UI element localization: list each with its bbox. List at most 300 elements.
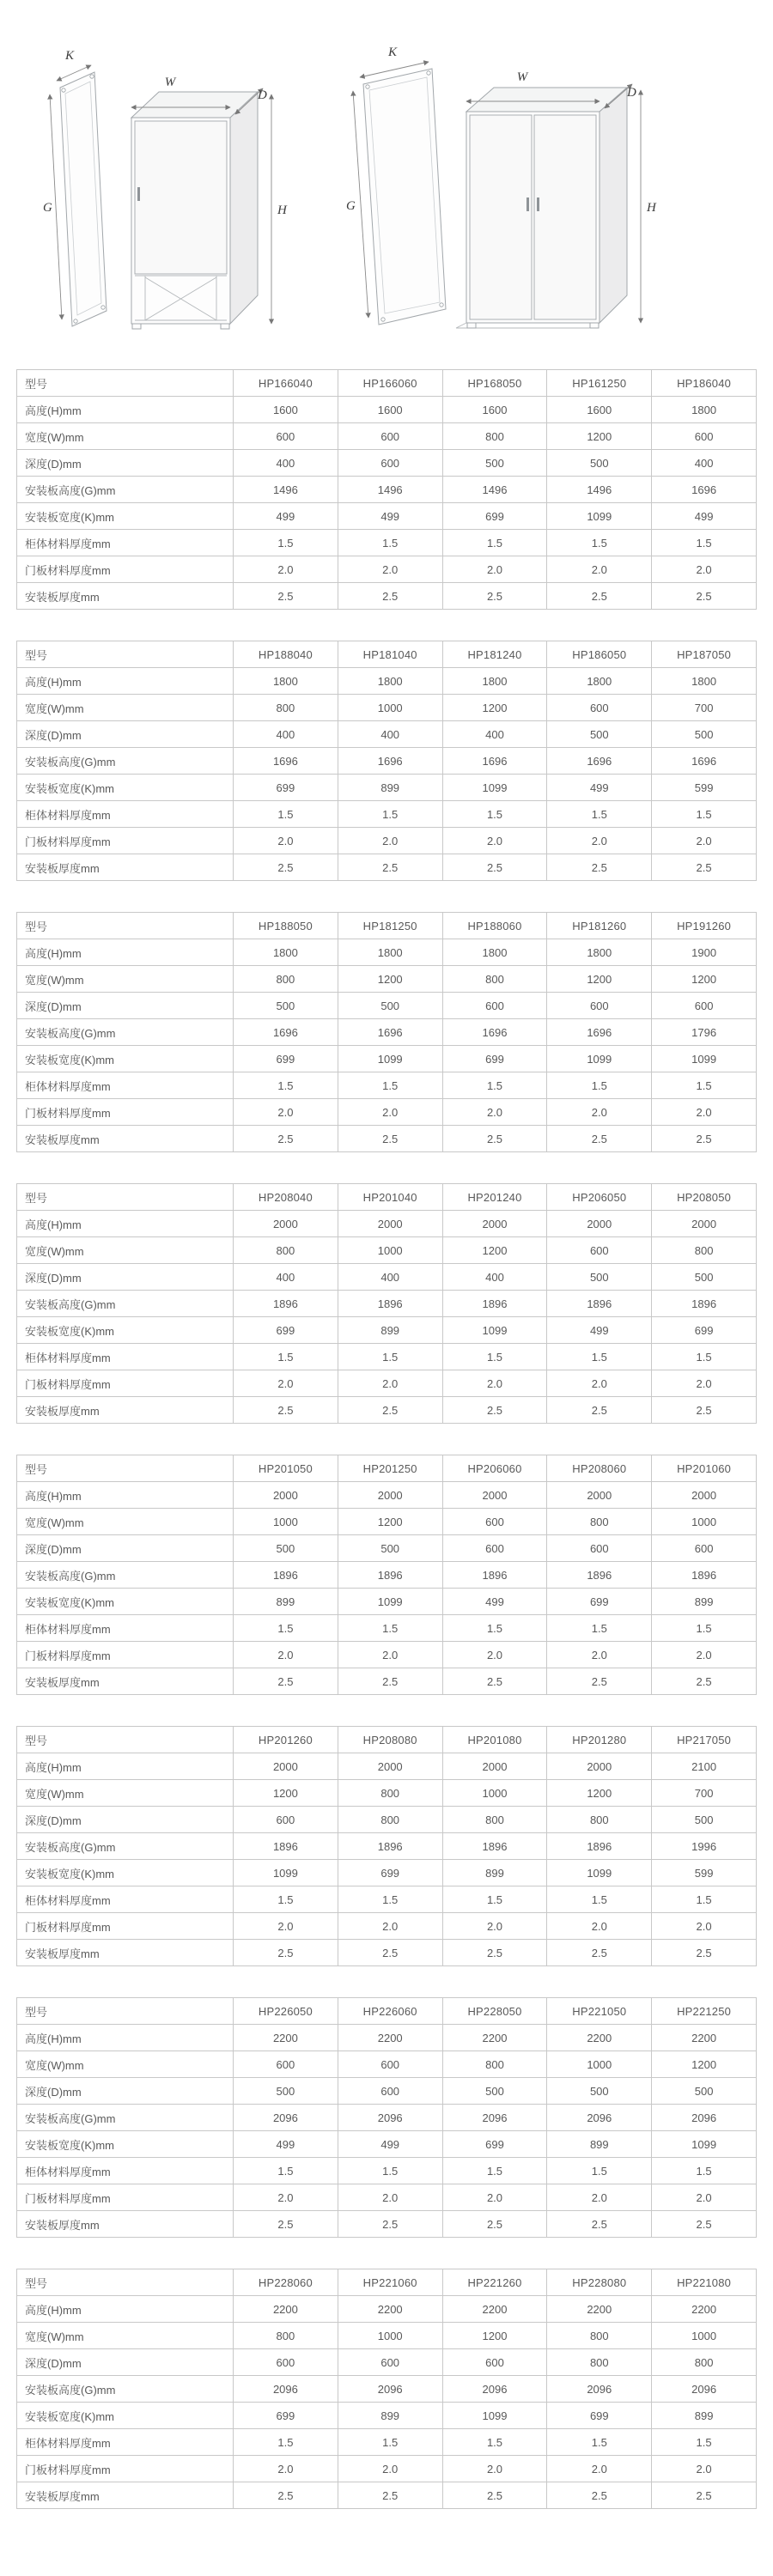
cabinet-door-left <box>470 115 532 319</box>
spec-value: 800 <box>547 1807 652 1833</box>
spec-value: 600 <box>442 1509 547 1535</box>
spec-value: 800 <box>234 1237 338 1264</box>
spec-value: 1.5 <box>652 2158 757 2184</box>
spec-value: 1900 <box>652 939 757 966</box>
spec-value: 2.0 <box>234 1642 338 1668</box>
spec-value: 600 <box>338 450 442 477</box>
model-header-row <box>17 1184 757 1211</box>
model-number: HP228050 <box>442 1998 547 2025</box>
row-header: 安装板厚度mm <box>17 2482 234 2509</box>
spec-value: 1896 <box>652 1562 757 1589</box>
spec-value: 499 <box>338 503 442 530</box>
model-number: HP208060 <box>547 1455 652 1482</box>
spec-row <box>17 1833 757 1860</box>
spec-row <box>17 1072 757 1099</box>
spec-value: 2.5 <box>442 1126 547 1152</box>
spec-value: 2.5 <box>652 1397 757 1424</box>
spec-value: 1099 <box>652 1046 757 1072</box>
spec-value: 599 <box>652 1860 757 1886</box>
spec-value: 1.5 <box>442 2429 547 2456</box>
dim-label-g: G <box>346 199 356 213</box>
spec-value: 2000 <box>652 1211 757 1237</box>
spec-value: 400 <box>234 721 338 748</box>
spec-table-8 <box>16 2269 757 2509</box>
spec-value: 2.5 <box>234 1668 338 1695</box>
spec-row <box>17 1344 757 1370</box>
model-number: HP201060 <box>652 1455 757 1482</box>
spec-row <box>17 2376 757 2403</box>
spec-row <box>17 695 757 721</box>
spec-value: 2.5 <box>442 1940 547 1966</box>
spec-value: 1896 <box>652 1291 757 1317</box>
spec-value: 2.0 <box>338 1913 442 1940</box>
spec-value: 899 <box>652 1589 757 1615</box>
spec-value: 2.0 <box>338 2456 442 2482</box>
spec-row <box>17 2296 757 2323</box>
spec-value: 2.5 <box>234 1940 338 1966</box>
spec-value: 1.5 <box>547 1344 652 1370</box>
spec-value: 1696 <box>442 1019 547 1046</box>
row-header: 深度(D)mm <box>17 450 234 477</box>
spec-value: 499 <box>547 775 652 801</box>
row-header-model: 型号 <box>17 1998 234 2025</box>
spec-value: 2000 <box>338 1482 442 1509</box>
spec-value: 2.0 <box>547 828 652 854</box>
spec-value: 1.5 <box>652 801 757 828</box>
spec-value: 1.5 <box>547 2429 652 2456</box>
row-header: 宽度(W)mm <box>17 695 234 721</box>
spec-value: 2.5 <box>234 1397 338 1424</box>
row-header: 门板材料厚度mm <box>17 828 234 854</box>
dim-h <box>641 90 657 323</box>
cabinet-door <box>135 121 227 274</box>
spec-value: 2096 <box>652 2376 757 2403</box>
spec-value: 1099 <box>442 775 547 801</box>
spec-value: 1.5 <box>547 1072 652 1099</box>
spec-value: 500 <box>338 993 442 1019</box>
spec-value: 1099 <box>547 1860 652 1886</box>
spec-row <box>17 1642 757 1668</box>
spec-value: 2.0 <box>338 828 442 854</box>
spec-value: 1.5 <box>234 1615 338 1642</box>
spec-value: 500 <box>652 1264 757 1291</box>
row-header: 门板材料厚度mm <box>17 1099 234 1126</box>
model-number: HP208080 <box>338 1727 442 1753</box>
row-header: 柜体材料厚度mm <box>17 2158 234 2184</box>
row-header: 柜体材料厚度mm <box>17 1886 234 1913</box>
row-header: 安装板高度(G)mm <box>17 1291 234 1317</box>
spec-value: 699 <box>234 2403 338 2429</box>
spec-row <box>17 1126 757 1152</box>
spec-value: 2200 <box>652 2296 757 2323</box>
spec-value: 2.0 <box>338 1370 442 1397</box>
model-number: HP201240 <box>442 1184 547 1211</box>
spec-value: 800 <box>338 1780 442 1807</box>
spec-value: 1000 <box>234 1509 338 1535</box>
spec-row <box>17 2482 757 2509</box>
cabinet-foot <box>221 324 229 329</box>
spec-value: 600 <box>547 993 652 1019</box>
model-number: HP206050 <box>547 1184 652 1211</box>
row-header-model: 型号 <box>17 1184 234 1211</box>
spec-value: 1696 <box>652 477 757 503</box>
row-header: 柜体材料厚度mm <box>17 1344 234 1370</box>
cabinet-door-right <box>534 115 596 319</box>
row-header: 宽度(W)mm <box>17 423 234 450</box>
spec-value: 600 <box>234 1807 338 1833</box>
spec-value: 2.5 <box>547 1668 652 1695</box>
spec-value: 1896 <box>442 1562 547 1589</box>
spec-row <box>17 2131 757 2158</box>
model-number: HP221260 <box>442 2269 547 2296</box>
mounting-plate <box>363 69 446 325</box>
spec-value: 699 <box>442 503 547 530</box>
model-number: HP221250 <box>652 1998 757 2025</box>
spec-value: 800 <box>652 1237 757 1264</box>
row-header: 安装板宽度(K)mm <box>17 2131 234 2158</box>
spec-row <box>17 1046 757 1072</box>
spec-row <box>17 721 757 748</box>
spec-value: 1200 <box>442 1237 547 1264</box>
spec-value: 800 <box>547 1509 652 1535</box>
spec-value: 699 <box>234 1046 338 1072</box>
spec-value: 699 <box>234 775 338 801</box>
spec-value: 1600 <box>547 397 652 423</box>
spec-value: 2.0 <box>652 828 757 854</box>
model-number: HP208050 <box>652 1184 757 1211</box>
spec-value: 699 <box>234 1317 338 1344</box>
dim-g <box>43 94 62 319</box>
spec-row <box>17 583 757 610</box>
spec-value: 1800 <box>338 939 442 966</box>
mounting-plate <box>60 72 107 326</box>
spec-value: 699 <box>442 2131 547 2158</box>
spec-value: 2.5 <box>652 2211 757 2238</box>
spec-value: 2200 <box>234 2296 338 2323</box>
row-header: 柜体材料厚度mm <box>17 1072 234 1099</box>
spec-value: 1696 <box>338 748 442 775</box>
spec-value: 800 <box>234 2323 338 2349</box>
model-number: HP226050 <box>234 1998 338 2025</box>
spec-value: 600 <box>234 2051 338 2078</box>
spec-row <box>17 1940 757 1966</box>
spec-value: 400 <box>652 450 757 477</box>
spec-value: 2.0 <box>442 2184 547 2211</box>
spec-value: 1200 <box>547 966 652 993</box>
spec-value: 500 <box>547 1264 652 1291</box>
spec-value: 2200 <box>442 2025 547 2051</box>
spec-table-7 <box>16 1997 757 2238</box>
cabinet-foot <box>590 323 599 328</box>
model-number: HP188060 <box>442 913 547 939</box>
spec-value: 1896 <box>442 1833 547 1860</box>
dim-label-d: D <box>627 86 636 100</box>
spec-value: 2.5 <box>338 2211 442 2238</box>
row-header-model: 型号 <box>17 1455 234 1482</box>
model-header-row <box>17 1727 757 1753</box>
spec-row <box>17 1237 757 1264</box>
spec-value: 1.5 <box>338 1615 442 1642</box>
spec-value: 1896 <box>547 1291 652 1317</box>
spec-row <box>17 397 757 423</box>
spec-value: 2000 <box>547 1482 652 1509</box>
model-number: HP208040 <box>234 1184 338 1211</box>
spec-table-1 <box>16 369 757 610</box>
spec-value: 500 <box>547 2078 652 2105</box>
spec-table-3 <box>16 912 757 1152</box>
spec-value: 899 <box>234 1589 338 1615</box>
spec-row <box>17 1264 757 1291</box>
diagram-section <box>0 0 773 361</box>
spec-value: 1800 <box>652 397 757 423</box>
spec-value: 800 <box>442 1807 547 1833</box>
model-number: HP217050 <box>652 1727 757 1753</box>
spec-value: 2.0 <box>442 556 547 583</box>
row-header: 柜体材料厚度mm <box>17 530 234 556</box>
spec-value: 2.0 <box>652 1099 757 1126</box>
spec-value: 499 <box>547 1317 652 1344</box>
spec-value: 2.0 <box>652 2184 757 2211</box>
spec-value: 1.5 <box>338 801 442 828</box>
spec-row <box>17 1780 757 1807</box>
spec-value: 1696 <box>234 748 338 775</box>
spec-value: 2.5 <box>234 583 338 610</box>
spec-value: 1796 <box>652 1019 757 1046</box>
spec-value: 500 <box>338 1535 442 1562</box>
spec-value: 1200 <box>547 423 652 450</box>
row-header: 柜体材料厚度mm <box>17 801 234 828</box>
spec-row <box>17 854 757 881</box>
door-handle-right <box>537 197 539 211</box>
spec-row <box>17 1509 757 1535</box>
spec-value: 1896 <box>547 1562 652 1589</box>
spec-value: 1696 <box>547 1019 652 1046</box>
spec-value: 400 <box>234 1264 338 1291</box>
cabinet-foot <box>132 324 141 329</box>
spec-value: 2000 <box>338 1753 442 1780</box>
spec-value: 2096 <box>338 2376 442 2403</box>
row-header: 安装板厚度mm <box>17 583 234 610</box>
spec-value: 500 <box>234 993 338 1019</box>
spec-row <box>17 1589 757 1615</box>
spec-value: 2000 <box>652 1482 757 1509</box>
spec-value: 1.5 <box>442 801 547 828</box>
spec-value: 1800 <box>442 939 547 966</box>
spec-value: 1000 <box>442 1780 547 1807</box>
spec-value: 500 <box>652 721 757 748</box>
row-header: 宽度(W)mm <box>17 1509 234 1535</box>
spec-value: 1.5 <box>652 2429 757 2456</box>
spec-value: 2.5 <box>442 2482 547 2509</box>
row-header: 安装板宽度(K)mm <box>17 503 234 530</box>
row-header: 安装板宽度(K)mm <box>17 775 234 801</box>
spec-value: 2.0 <box>547 2184 652 2211</box>
row-header: 门板材料厚度mm <box>17 1642 234 1668</box>
spec-row <box>17 1615 757 1642</box>
spec-value: 700 <box>652 1780 757 1807</box>
row-header-model: 型号 <box>17 370 234 397</box>
spec-row <box>17 2429 757 2456</box>
spec-value: 1.5 <box>234 1072 338 1099</box>
cabinet-body <box>456 88 627 328</box>
spec-value: 1896 <box>234 1562 338 1589</box>
spec-row <box>17 2211 757 2238</box>
spec-value: 2096 <box>442 2376 547 2403</box>
spec-value: 1.5 <box>442 530 547 556</box>
row-header: 门板材料厚度mm <box>17 1370 234 1397</box>
spec-row <box>17 450 757 477</box>
spec-value: 2200 <box>338 2025 442 2051</box>
spec-value: 600 <box>338 2051 442 2078</box>
spec-value: 2.0 <box>338 2184 442 2211</box>
spec-value: 1.5 <box>338 1072 442 1099</box>
model-number: HP226060 <box>338 1998 442 2025</box>
spec-value: 2.0 <box>547 1642 652 1668</box>
row-header: 高度(H)mm <box>17 397 234 423</box>
row-header: 深度(D)mm <box>17 2349 234 2376</box>
model-number: HP206060 <box>442 1455 547 1482</box>
spec-value: 1200 <box>442 695 547 721</box>
spec-value: 1200 <box>652 2051 757 2078</box>
dim-label-g: G <box>43 201 52 215</box>
spec-value: 2.0 <box>442 1642 547 1668</box>
spec-value: 1000 <box>338 1237 442 1264</box>
spec-row <box>17 668 757 695</box>
spec-row <box>17 2078 757 2105</box>
spec-value: 1000 <box>338 695 442 721</box>
spec-value: 600 <box>547 1237 652 1264</box>
spec-value: 1496 <box>234 477 338 503</box>
spec-value: 2000 <box>234 1482 338 1509</box>
spec-value: 800 <box>234 695 338 721</box>
spec-value: 2000 <box>234 1211 338 1237</box>
cabinet-foot <box>467 323 476 328</box>
spec-value: 500 <box>234 1535 338 1562</box>
row-header: 宽度(W)mm <box>17 1780 234 1807</box>
spec-value: 2.5 <box>652 583 757 610</box>
spec-value: 1800 <box>234 668 338 695</box>
row-header: 深度(D)mm <box>17 1264 234 1291</box>
spec-value: 600 <box>442 993 547 1019</box>
row-header: 安装板宽度(K)mm <box>17 2403 234 2429</box>
row-header: 深度(D)mm <box>17 2078 234 2105</box>
spec-row <box>17 1099 757 1126</box>
spec-value: 600 <box>338 2349 442 2376</box>
row-header: 高度(H)mm <box>17 1482 234 1509</box>
spec-row <box>17 503 757 530</box>
spec-value: 1496 <box>547 477 652 503</box>
spec-value: 2000 <box>234 1753 338 1780</box>
spec-value: 2096 <box>234 2105 338 2131</box>
model-number: HP186050 <box>547 641 652 668</box>
model-number: HP221050 <box>547 1998 652 2025</box>
model-number: HP181250 <box>338 913 442 939</box>
model-number: HP228060 <box>234 2269 338 2296</box>
spec-value: 2.0 <box>652 1370 757 1397</box>
spec-value: 699 <box>338 1860 442 1886</box>
dim-label-h: H <box>647 201 656 215</box>
spec-value: 1000 <box>547 2051 652 2078</box>
row-header: 安装板高度(G)mm <box>17 1562 234 1589</box>
spec-value: 2.0 <box>547 1913 652 1940</box>
spec-value: 800 <box>652 2349 757 2376</box>
dim-h <box>271 94 288 324</box>
spec-value: 1800 <box>338 668 442 695</box>
spec-value: 500 <box>234 2078 338 2105</box>
spec-value: 1099 <box>338 1589 442 1615</box>
model-header-row <box>17 641 757 668</box>
model-number: HP221060 <box>338 2269 442 2296</box>
spec-value: 2.0 <box>547 556 652 583</box>
spec-row <box>17 530 757 556</box>
dim-label-w: W <box>164 76 176 89</box>
model-number: HP191260 <box>652 913 757 939</box>
spec-value: 2.5 <box>442 854 547 881</box>
spec-value: 699 <box>547 2403 652 2429</box>
spec-value: 1.5 <box>652 1615 757 1642</box>
spec-value: 500 <box>547 721 652 748</box>
spec-value: 1.5 <box>547 1886 652 1913</box>
spec-value: 600 <box>234 423 338 450</box>
spec-value: 2.0 <box>652 1913 757 1940</box>
model-header-row <box>17 2269 757 2296</box>
row-header: 安装板高度(G)mm <box>17 477 234 503</box>
spec-value: 2.5 <box>442 2211 547 2238</box>
spec-value: 2.5 <box>338 1668 442 1695</box>
spec-value: 1.5 <box>652 530 757 556</box>
spec-row <box>17 801 757 828</box>
spec-value: 2.0 <box>338 556 442 583</box>
spec-value: 599 <box>652 775 757 801</box>
spec-value: 400 <box>442 1264 547 1291</box>
spec-value: 1496 <box>442 477 547 503</box>
spec-value: 1.5 <box>234 1886 338 1913</box>
spec-value: 1896 <box>338 1833 442 1860</box>
spec-value: 1.5 <box>338 1344 442 1370</box>
row-header: 高度(H)mm <box>17 668 234 695</box>
model-number: HP166060 <box>338 370 442 397</box>
row-header: 安装板宽度(K)mm <box>17 1589 234 1615</box>
spec-value: 2.0 <box>652 2456 757 2482</box>
spec-row <box>17 477 757 503</box>
row-header: 安装板厚度mm <box>17 1940 234 1966</box>
row-header: 深度(D)mm <box>17 993 234 1019</box>
spec-value: 2.5 <box>338 1397 442 1424</box>
model-number: HP181240 <box>442 641 547 668</box>
spec-value: 2000 <box>442 1482 547 1509</box>
spec-row <box>17 1668 757 1695</box>
spec-value: 1800 <box>234 939 338 966</box>
row-header: 安装板厚度mm <box>17 1397 234 1424</box>
dim-label-k: K <box>387 46 398 59</box>
spec-value: 1896 <box>338 1291 442 1317</box>
spec-value: 1200 <box>234 1780 338 1807</box>
spec-row <box>17 1370 757 1397</box>
spec-row <box>17 939 757 966</box>
spec-value: 899 <box>338 775 442 801</box>
spec-value: 600 <box>547 695 652 721</box>
spec-value: 2.5 <box>652 1940 757 1966</box>
spec-value: 2200 <box>234 2025 338 2051</box>
spec-row <box>17 423 757 450</box>
spec-value: 1896 <box>442 1291 547 1317</box>
spec-value: 2.5 <box>547 854 652 881</box>
spec-value: 1000 <box>652 2323 757 2349</box>
row-header: 安装板厚度mm <box>17 1126 234 1152</box>
spec-value: 500 <box>442 450 547 477</box>
spec-value: 2.5 <box>652 854 757 881</box>
model-number: HP186040 <box>652 370 757 397</box>
